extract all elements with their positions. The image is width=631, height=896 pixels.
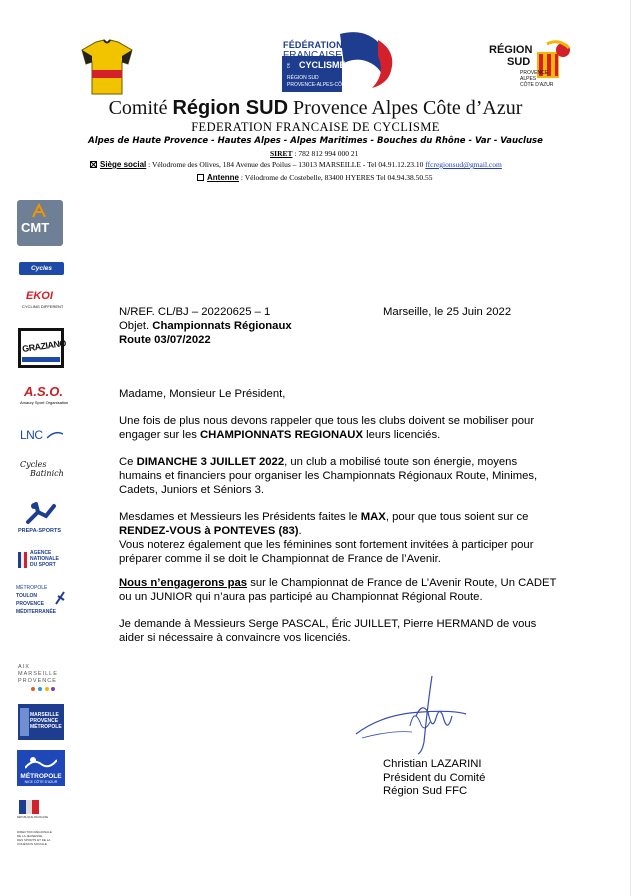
greeting: Madame, Monsieur Le Président, bbox=[119, 388, 286, 400]
paragraph-3: Mesdames et Messieurs les Présidents faites le MAX, pour que tous soient sur ce RENDEZ-VOUS à PONTEVES (83). Vous noterez également que les féminines sont fortement invitées à participer pour préparer comme il se doit le Championnat de France de l’Avenir. bbox=[119, 511, 534, 565]
cycles-batinich-logo: Cycles Batinich bbox=[20, 460, 64, 478]
aso-logo: A.S.O. Amaury Sport Organisation bbox=[20, 384, 69, 405]
antenne-line: Antenne : Vélodrome de Costebelle, 83400 HYERES Tel 04.94.38.50.55 bbox=[197, 173, 433, 182]
region-logo-line2: SUD bbox=[507, 56, 531, 68]
signature bbox=[352, 672, 472, 758]
cmt-logo: CMT bbox=[17, 200, 63, 246]
ffc-logo-line3: CYCLISME bbox=[299, 60, 346, 70]
departments-list: Alpes de Haute Provence - Hautes Alpes - Alpes Maritimes - Bouches du Rhône - Var - Vaucluse bbox=[88, 136, 543, 146]
ffc-logo-line2: FRANÇAISE bbox=[283, 50, 343, 61]
ffc-logo-line5: PROVENCE-ALPES-CÔTE D'AZUR bbox=[287, 82, 368, 88]
metropole-nice-logo: MÉTROPOLE NICE CÔTE D'AZUR bbox=[17, 750, 65, 786]
siege-social-line: Siège social : Vélodrome des Olives, 184 Avenue des Poilus – 13013 MARSEILLE - Tel 04.91.12.23.10 ffcregionsud@gmail.com bbox=[90, 160, 502, 169]
jersey-icon bbox=[76, 36, 138, 98]
aix-marseille-logo: AIX MARSEILLE PROVENCE bbox=[18, 664, 66, 694]
prepa-sports-logo: PREPA-SPORTS bbox=[18, 502, 64, 538]
checkbox-icon bbox=[197, 174, 204, 181]
graziano-logo: GRAZIANO bbox=[18, 328, 64, 368]
checkbox-icon bbox=[90, 161, 97, 168]
signatory-role: Président du Comité bbox=[383, 771, 486, 784]
signatory-org: Région Sud FFC bbox=[383, 785, 468, 797]
committee-title: Comité Région SUD Provence Alpes Côte d’Azur bbox=[108, 97, 523, 119]
siret-line: SIRET : 782 812 994 000 21 bbox=[270, 149, 359, 158]
subject-route: Route 03/07/2022 bbox=[119, 334, 211, 346]
paragraph-2: Ce DIMANCHE 3 JUILLET 2022, un club a mobilisé toute son énergie, moyens humains et financiers pour organiser les Championnats Régionaux Route, Minimes, Cadets, Juniors et Séniors 3. bbox=[119, 456, 538, 496]
toulon-metropole-logo: MÉTROPOLE TOULON PROVENCE MÉDITERRANÉE bbox=[16, 584, 66, 616]
ffc-logo-vertical: DE bbox=[285, 62, 291, 69]
federation-name: FEDERATION FRANCAISE DE CYCLISME bbox=[191, 120, 440, 134]
signatory-name: Christian LAZARINI bbox=[383, 758, 482, 770]
email-link[interactable]: ffcregionsud@gmail.com bbox=[425, 160, 502, 169]
paragraph-4: Nous n’engagerons pas sur le Championnat de France de L’Avenir Route, Un CADET ou un JUNIOR qui n’aura pas participé au Championnat Régional Route. bbox=[119, 577, 557, 603]
paragraph-1: Une fois de plus nous devons rappeler que tous les clubs doivent se mobiliser pour engager sur les CHAMPIONNATS REGIONAUX leurs licenciés. bbox=[119, 415, 535, 441]
reference: N/REF. CL/BJ – 20220625 – 1 bbox=[119, 306, 271, 318]
beraud-logo: Cycles Béraud bbox=[19, 262, 64, 275]
letter-date: Marseille, le 25 Juin 2022 bbox=[383, 306, 512, 318]
amp-metropole-logo: MARSEILLE PROVENCE MÉTROPOLE bbox=[18, 704, 64, 740]
drjscs-logo: DIRECTION RÉGIONALE DE LA JEUNESSE, DES SPORTS ET DE LA COHÉSION SOCIALE bbox=[17, 830, 52, 846]
ffc-logo-line1: FÉDÉRATION bbox=[283, 40, 343, 50]
marianne-logo: RÉPUBLIQUE FRANÇAISE bbox=[17, 800, 63, 822]
signatory-block bbox=[383, 758, 485, 799]
ekoi-logo: EKOI CYCLING DIFFERENT bbox=[22, 290, 64, 309]
region-logo-line1: RÉGION bbox=[489, 44, 533, 56]
lnc-logo: LNC bbox=[20, 426, 64, 446]
subject-line: Objet. Championnats Régionaux bbox=[119, 320, 292, 332]
ans-logo: AGENCE NATIONALE DU SPORT bbox=[18, 550, 64, 574]
paragraph-5: Je demande à Messieurs Serge PASCAL, Éric JUILLET, Pierre HERMAND de vous aider si nécessaire à convaincre vos licenciés. bbox=[119, 618, 537, 644]
region-logo-sub: PROVENCE ALPES CÔTE D'AZUR bbox=[520, 70, 554, 88]
ffc-logo-line4: RÉGION SUD bbox=[287, 75, 319, 81]
